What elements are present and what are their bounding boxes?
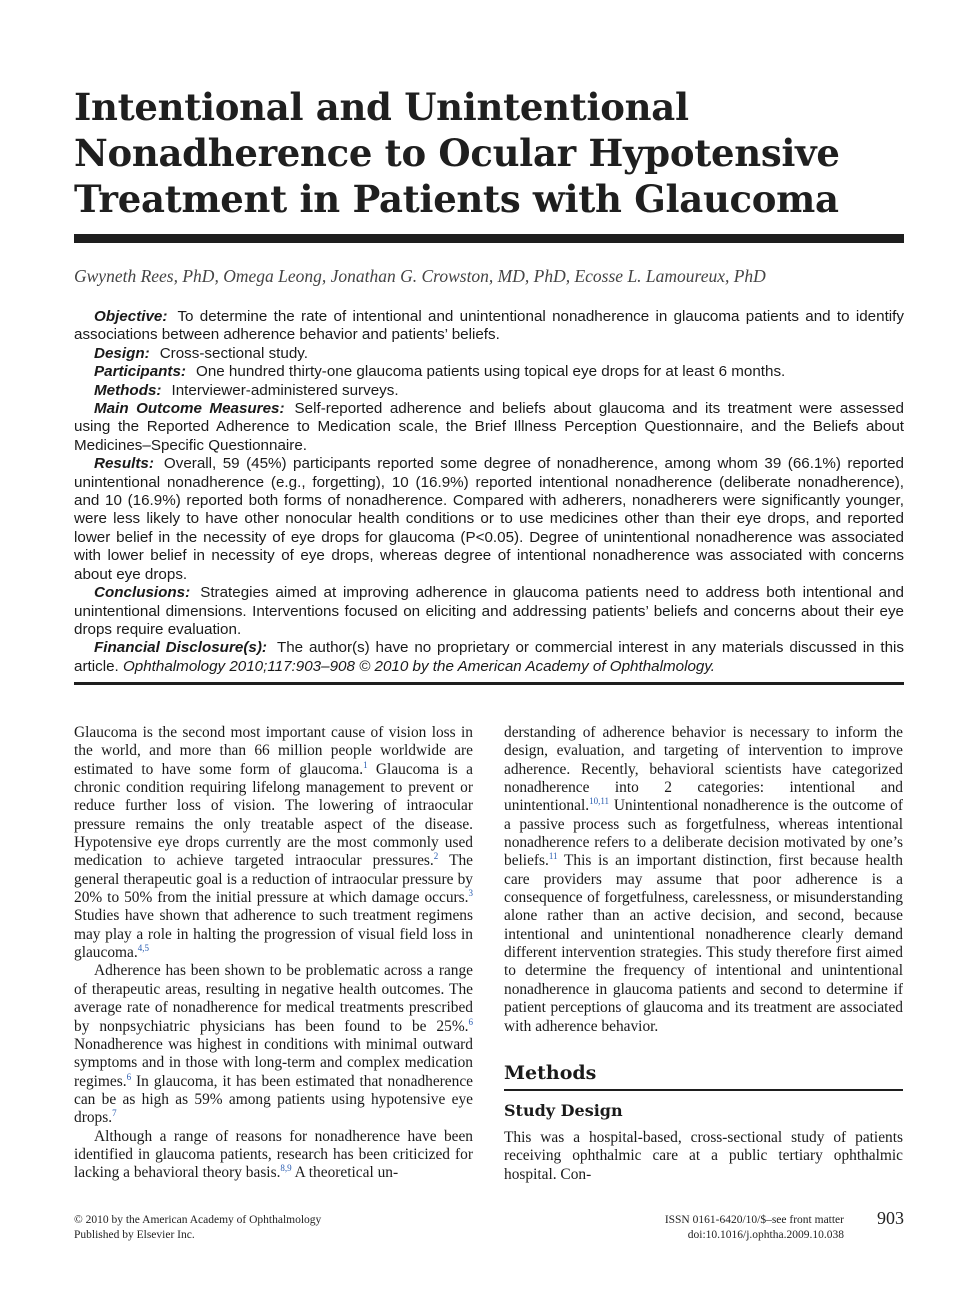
title-line-1: Intentional and Unintentional xyxy=(74,85,689,129)
results-label: Results: xyxy=(94,455,154,473)
methods-paragraph-1: This was a hospital-based, cross-sectional study of patients receiving ophthalmic care at a public tertiary ophthalmic hospital. Con- xyxy=(504,1128,903,1183)
reference-link[interactable]: 10,11 xyxy=(589,796,609,807)
reference-link[interactable]: 3 xyxy=(468,887,473,898)
abstract-rule xyxy=(74,682,904,685)
p1b-text: Glaucoma is a chronic condition requiring lifelong management to prevent or reduce further loss of vision. The lowering of intraocular pressure remains the only treatable aspect of the disease. Hypotensive eye drops currently are the most commonly used medication to achieve targeted intraocular pressures. xyxy=(74,760,473,870)
reference-link[interactable]: 8,9 xyxy=(280,1163,292,1174)
p1d-text: Studies have shown that adherence to such treatment regimens may play a role in halting the progression of visual field loss in glaucoma. xyxy=(74,907,473,962)
abstract-participants xyxy=(74,363,904,381)
reference-link[interactable]: 6 xyxy=(468,1016,473,1027)
reference-link[interactable]: 2 xyxy=(433,851,439,862)
abstract-design xyxy=(74,345,904,363)
p3c-text: Unintentional nonadherence is the outcome of a passive process such as forgetfulness, whereas intentional nonadherence refers to a deliberate decision motivated by one’s beliefs. xyxy=(504,797,903,870)
title-rule xyxy=(74,234,904,243)
body-column-left xyxy=(74,724,473,1183)
methods-text: Interviewer-administered surveys. xyxy=(171,381,399,399)
disclosure-text: The author(s) have no proprietary or commercial interest in any materials discussed in this article. xyxy=(74,639,905,675)
intro-paragraph-2 xyxy=(74,962,473,1127)
reference-link[interactable]: 7 xyxy=(112,1108,117,1119)
study-design-heading: Study Design xyxy=(504,1100,623,1120)
reference-link[interactable]: 6 xyxy=(126,1071,132,1082)
abstract-outcome xyxy=(74,400,904,455)
abstract-disclosure xyxy=(74,639,904,676)
conclusions-text: Strategies aimed at improving adherence in glaucoma patients need to address both intentional and unintentional dimensions. Interventions focused on eliciting and addressing patients’ beliefs and concerns about their eye drops require evaluation. xyxy=(74,584,904,638)
footer-right xyxy=(665,1213,844,1243)
abstract xyxy=(74,308,904,676)
methods-label: Methods: xyxy=(94,381,162,399)
abstract-conclusions xyxy=(74,584,904,639)
reference-link[interactable]: 11 xyxy=(548,851,558,862)
conclusions-label: Conclusions: xyxy=(94,584,191,602)
abstract-results xyxy=(74,455,904,584)
methods-heading: Methods xyxy=(504,1062,903,1091)
title-line-2: Nonadherence to Ocular Hypotensive xyxy=(74,131,840,175)
page-number: 903 xyxy=(877,1208,904,1228)
outcome-text: Self-reported adherence and beliefs about glaucoma and its treatment were assessed using the Reported Adherence to Medication scale, the Brief Illness Perception Questionnaire, and the Beliefs about Medicines–Specific Questionnaire. xyxy=(74,400,904,454)
footer-left xyxy=(74,1213,321,1243)
p1-text: Glaucoma is the second most important cause of vision loss in the world, and more than 66 million people worldwide are estimated to have some form of glaucoma. xyxy=(74,724,473,778)
doi-line[interactable]: doi:10.1016/j.ophtha.2009.10.038 xyxy=(687,1229,844,1241)
p3-split-text: A theoretical un- xyxy=(291,1164,399,1182)
disclosure-label: Financial Disclosure(s): xyxy=(94,639,267,657)
objective-label: Objective: xyxy=(94,308,168,325)
author-list: Gwyneth Rees, PhD, Omega Leong, Jonathan G. Crowston, MD, PhD, Ecosse L. Lamoureux, PhD xyxy=(74,266,766,286)
publisher-line: Published by Elsevier Inc. xyxy=(74,1229,195,1241)
reference-link[interactable]: 1 xyxy=(363,759,368,770)
intro-paragraph-3-cont xyxy=(504,724,903,1036)
abstract-objective xyxy=(74,308,904,345)
participants-label: Participants: xyxy=(94,363,186,381)
journal-citation: Ophthalmology 2010;117:903–908 © 2010 by the American Academy of Ophthalmology. xyxy=(122,657,716,675)
abstract-methods xyxy=(74,382,904,400)
p3-text: Although a range of reasons for nonadherence have been identified in glaucoma patients, research has been criticized for lacking a behavioral theory basis. xyxy=(74,1127,473,1182)
participants-text: One hundred thirty-one glaucoma patients using topical eye drops for at least 6 months. xyxy=(196,363,786,381)
p2-text: Adherence has been shown to be problematic across a range of therapeutic areas, resulting in negative health outcomes. The average rate of nonadherence for medical treatments prescribed by nonpsychiatric physicians has been found to be 25%. xyxy=(74,962,473,1035)
p2c-text: In glaucoma, it has been estimated that nonadherence can be as high as 59% among patients using hypotensive eye drops. xyxy=(74,1072,473,1127)
body-column-right xyxy=(504,724,903,1184)
copyright-line: © 2010 by the American Academy of Ophthalmology xyxy=(74,1214,322,1226)
title-line-3: Treatment in Patients with Glaucoma xyxy=(74,177,839,221)
intro-paragraph-3-start xyxy=(74,1128,473,1183)
objective-text: To determine the rate of intentional and unintentional nonadherence in glaucoma patients and to identify associations between adherence behavior and patients’ beliefs. xyxy=(74,308,904,344)
p1c-text: The general therapeutic goal is a reduction of intraocular pressure by 20% to 50% from the initial pressure at which damage occurs. xyxy=(74,852,474,907)
intro-paragraph-1 xyxy=(74,724,473,962)
p2b-text: Nonadherence was highest in conditions with minimal outward symptoms and in those with long-term and complex medication regimes. xyxy=(74,1035,473,1090)
reference-link[interactable]: 4,5 xyxy=(137,943,149,953)
outcome-label: Main Outcome Measures: xyxy=(94,400,285,418)
article-page xyxy=(74,0,904,1305)
p3d-text: This is an important distinction, first because health care providers may assume that poor adherence is a consequence of forgetfulness, carelessness, or misunderstanding alone rather than an active decision, and second, because intentional and unintentional nonadherence clearly demand different intervention strategies. This study therefore first aimed to determine the frequency of intentional and unintentional nonadherence in glaucoma patients and second to determine if patient perceptions of glaucoma and its treatment are associated with adherence behavior. xyxy=(504,852,903,1035)
p3-cont-text: derstanding of adherence behavior is necessary to inform the design, evaluation, and targeting of intervention to improve adherence. Recently, behavioral scientists have categorized nonadherence into 2 categories: intentional and unintentional. xyxy=(504,724,903,815)
issn-line: ISSN 0161-6420/10/$–see front matter xyxy=(664,1214,844,1226)
design-text: Cross-sectional study. xyxy=(159,344,308,362)
design-label: Design: xyxy=(94,344,150,362)
results-text: Overall, 59 (45%) participants reported some degree of nonadherence, among whom 39 (66.1%) reported unintentional nonadherence (e.g., forgetting), 10 (16.9%) reported intentional nonadherence (deliberate nonadherence), and 10 (16.9%) reported both forms of nonadherence. Compared with adherers, nonadherers were significantly younger, were less likely to have other nonocular health conditions or to use medicines other than their eye drops, and reported lower belief in the necessity of eye drops for glaucoma (P<0.05). Degree of unintentional nonadherence was associated with lower belief in necessity of eye drops, whereas degree of intentional nonadherence was associated with concerns about eye drops. xyxy=(74,455,904,583)
article-title xyxy=(74,84,874,222)
